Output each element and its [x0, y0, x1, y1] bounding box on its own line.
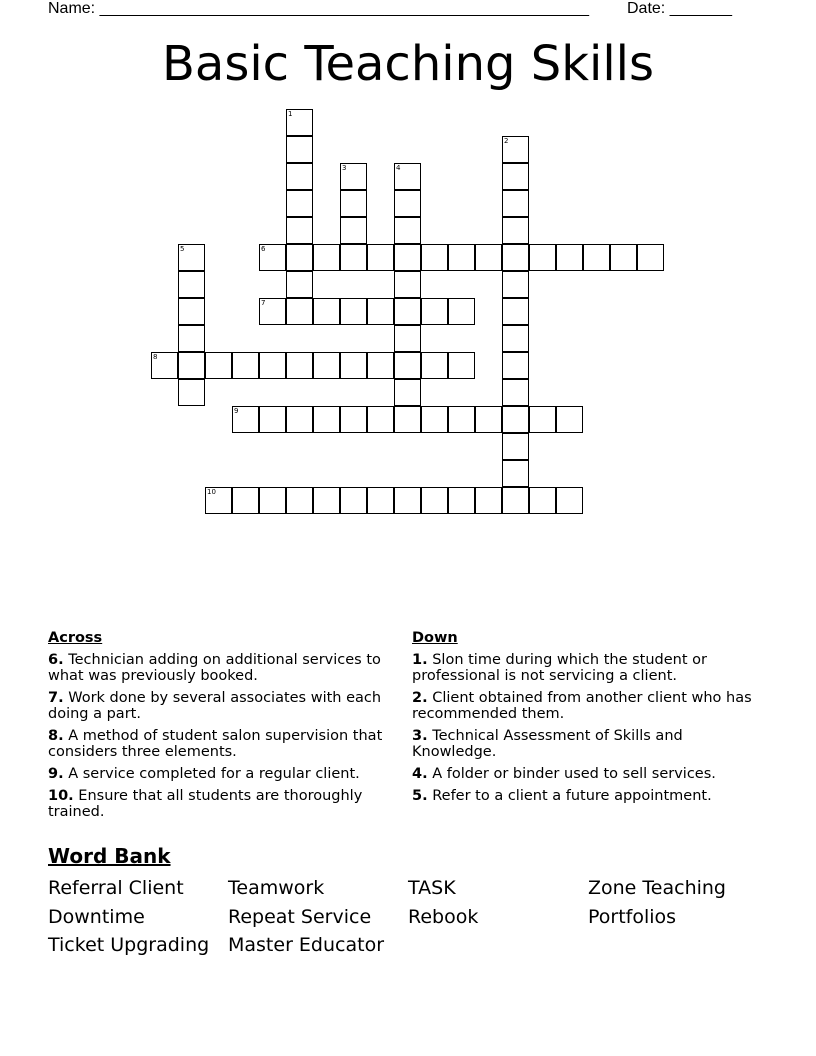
grid-cell[interactable]: [502, 217, 529, 244]
grid-cell[interactable]: [340, 487, 367, 514]
grid-cell[interactable]: [286, 190, 313, 217]
clue-number: 2.: [412, 690, 428, 706]
word-bank: [48, 844, 788, 960]
down-clues: [412, 630, 752, 810]
grid-cell[interactable]: [394, 163, 421, 190]
clue-down-4: [412, 766, 752, 782]
date-field: Date: _______: [627, 0, 732, 17]
grid-cell-number: 1: [288, 110, 293, 118]
grid-cell[interactable]: [421, 406, 448, 433]
grid-cell[interactable]: [421, 487, 448, 514]
clue-text: Technical Assessment of Skills and Knowledge.: [412, 728, 683, 760]
grid-cell[interactable]: [394, 406, 421, 433]
grid-cell[interactable]: [205, 352, 232, 379]
grid-cell-number: 7: [261, 299, 266, 307]
grid-cell[interactable]: [583, 244, 610, 271]
clue-number: 5.: [412, 788, 428, 804]
grid-cell[interactable]: [529, 487, 556, 514]
grid-cell[interactable]: [313, 487, 340, 514]
grid-cell[interactable]: [340, 406, 367, 433]
clue-number: 6.: [48, 652, 64, 668]
grid-cell[interactable]: [286, 136, 313, 163]
clue-text: A service completed for a regular client.: [68, 766, 360, 782]
clue-number: 10.: [48, 788, 74, 804]
word-bank-item: Referral Client: [48, 877, 184, 899]
grid-cell[interactable]: [529, 244, 556, 271]
word-bank-item: Master Educator: [228, 934, 385, 956]
grid-cell[interactable]: [394, 379, 421, 406]
grid-cell[interactable]: [502, 433, 529, 460]
grid-cell[interactable]: [286, 352, 313, 379]
grid-cell[interactable]: [394, 352, 421, 379]
grid-cell-number: 2: [504, 137, 509, 145]
word-bank-item: Zone Teaching: [588, 877, 726, 899]
grid-cell[interactable]: [394, 325, 421, 352]
word-bank-heading: Word Bank: [48, 844, 171, 868]
clue-text: Slon time during which the student or professional is not servicing a client.: [412, 652, 708, 684]
grid-cell[interactable]: [502, 163, 529, 190]
word-bank-list: [48, 874, 788, 960]
clue-number: 7.: [48, 690, 64, 706]
grid-cell[interactable]: [367, 298, 394, 325]
grid-cell[interactable]: [421, 244, 448, 271]
grid-cell[interactable]: [475, 406, 502, 433]
grid-cell[interactable]: [448, 244, 475, 271]
grid-cell[interactable]: [529, 406, 556, 433]
grid-cell[interactable]: [286, 298, 313, 325]
grid-cell[interactable]: [286, 271, 313, 298]
grid-cell[interactable]: [502, 406, 529, 433]
clue-down-3: [412, 728, 752, 760]
grid-cell[interactable]: [259, 352, 286, 379]
grid-cell[interactable]: [232, 487, 259, 514]
grid-cell[interactable]: [556, 487, 583, 514]
grid-cell-number: 4: [396, 164, 401, 172]
across-heading: Across: [48, 630, 103, 646]
grid-cell[interactable]: [502, 298, 529, 325]
grid-cell[interactable]: [394, 244, 421, 271]
grid-cell[interactable]: [205, 487, 232, 514]
grid-cell[interactable]: [394, 190, 421, 217]
grid-cell[interactable]: [502, 244, 529, 271]
grid-cell[interactable]: [502, 460, 529, 487]
clue-text: Technician adding on additional services to what was previously booked.: [48, 652, 381, 684]
grid-cell[interactable]: [502, 190, 529, 217]
grid-cell[interactable]: [286, 109, 313, 136]
grid-cell[interactable]: [286, 244, 313, 271]
word-bank-item: Downtime: [48, 905, 145, 928]
word-bank-item: Ticket Upgrading: [48, 934, 210, 956]
clue-number: 9.: [48, 766, 64, 782]
grid-cell[interactable]: [448, 487, 475, 514]
clue-down-1: [412, 652, 752, 684]
clue-number: 3.: [412, 728, 428, 744]
grid-cell-number: 8: [153, 353, 158, 361]
grid-cell[interactable]: [367, 352, 394, 379]
grid-cell[interactable]: [151, 352, 178, 379]
clue-number: 4.: [412, 766, 428, 782]
down-heading: Down: [412, 630, 458, 646]
clue-down-5: [412, 788, 752, 804]
grid-cell[interactable]: [367, 406, 394, 433]
clue-text: Client obtained from another client who has recommended them.: [412, 690, 752, 722]
grid-cell-number: 5: [180, 245, 185, 253]
grid-cell[interactable]: [286, 406, 313, 433]
grid-cell[interactable]: [502, 325, 529, 352]
clue-number: 8.: [48, 728, 64, 744]
grid-cell[interactable]: [556, 244, 583, 271]
grid-cell[interactable]: [340, 352, 367, 379]
grid-cell[interactable]: [502, 352, 529, 379]
grid-cell-number: 9: [234, 407, 239, 415]
grid-cell[interactable]: [421, 298, 448, 325]
grid-cell[interactable]: [259, 487, 286, 514]
grid-cell[interactable]: [448, 406, 475, 433]
grid-cell[interactable]: [178, 325, 205, 352]
clue-down-2: [412, 690, 752, 722]
grid-cell[interactable]: [502, 271, 529, 298]
across-clues: [48, 630, 388, 826]
grid-cell[interactable]: [259, 298, 286, 325]
clue-text: Ensure that all students are thoroughly trained.: [48, 788, 363, 820]
grid-cell[interactable]: [313, 352, 340, 379]
grid-cell[interactable]: [232, 352, 259, 379]
grid-cell[interactable]: [502, 136, 529, 163]
grid-cell[interactable]: [340, 244, 367, 271]
clue-text: Work done by several associates with each doing a part.: [48, 690, 382, 722]
grid-cell[interactable]: [340, 298, 367, 325]
word-bank-item: Rebook: [408, 905, 479, 928]
grid-cell[interactable]: [286, 217, 313, 244]
grid-cell[interactable]: [340, 217, 367, 244]
grid-cell[interactable]: [610, 244, 637, 271]
grid-cell-number: 10: [207, 488, 216, 496]
grid-cell[interactable]: [367, 244, 394, 271]
clue-text: Refer to a client a future appointment.: [432, 788, 712, 804]
grid-cell[interactable]: [178, 298, 205, 325]
grid-cell[interactable]: [556, 406, 583, 433]
grid-cell[interactable]: [421, 352, 448, 379]
grid-cell[interactable]: [178, 352, 205, 379]
grid-cell[interactable]: [394, 487, 421, 514]
grid-cell[interactable]: [286, 163, 313, 190]
grid-cell[interactable]: [259, 244, 286, 271]
word-bank-item: TASK: [408, 877, 456, 899]
grid-cell[interactable]: [259, 406, 286, 433]
grid-cell[interactable]: [313, 406, 340, 433]
grid-cell[interactable]: [232, 406, 259, 433]
grid-cell[interactable]: [502, 487, 529, 514]
grid-cell[interactable]: [394, 271, 421, 298]
grid-cell[interactable]: [340, 190, 367, 217]
grid-cell[interactable]: [448, 352, 475, 379]
grid-cell[interactable]: [286, 487, 313, 514]
clue-number: 1.: [412, 652, 428, 668]
clue-text: A method of student salon supervision that considers three elements.: [48, 728, 383, 760]
word-bank-item: Portfolios: [588, 905, 677, 928]
grid-cell[interactable]: [340, 163, 367, 190]
grid-cell[interactable]: [367, 487, 394, 514]
grid-cell-number: 3: [342, 164, 347, 172]
grid-cell[interactable]: [394, 298, 421, 325]
grid-cell[interactable]: [313, 298, 340, 325]
clue-across-8: [48, 728, 388, 760]
name-field: Name: _______________________________________________________: [48, 0, 589, 17]
page-title: Basic Teaching Skills: [161, 36, 655, 92]
clue-across-10: [48, 788, 388, 820]
clue-across-6: [48, 652, 388, 684]
clue-across-7: [48, 690, 388, 722]
grid-cell-number: 6: [261, 245, 266, 253]
grid-cell[interactable]: [178, 379, 205, 406]
word-bank-item: Teamwork: [228, 877, 325, 899]
grid-cell[interactable]: [178, 244, 205, 271]
grid-cell[interactable]: [178, 271, 205, 298]
word-bank-item: Repeat Service: [228, 905, 372, 928]
grid-cell[interactable]: [475, 487, 502, 514]
clue-text: A folder or binder used to sell services.: [432, 766, 716, 782]
clue-across-9: [48, 766, 388, 782]
grid-cell[interactable]: [313, 244, 340, 271]
grid-cell[interactable]: [475, 244, 502, 271]
grid-cell[interactable]: [448, 298, 475, 325]
grid-cell[interactable]: [637, 244, 664, 271]
grid-cell[interactable]: [394, 217, 421, 244]
grid-cell[interactable]: [502, 379, 529, 406]
